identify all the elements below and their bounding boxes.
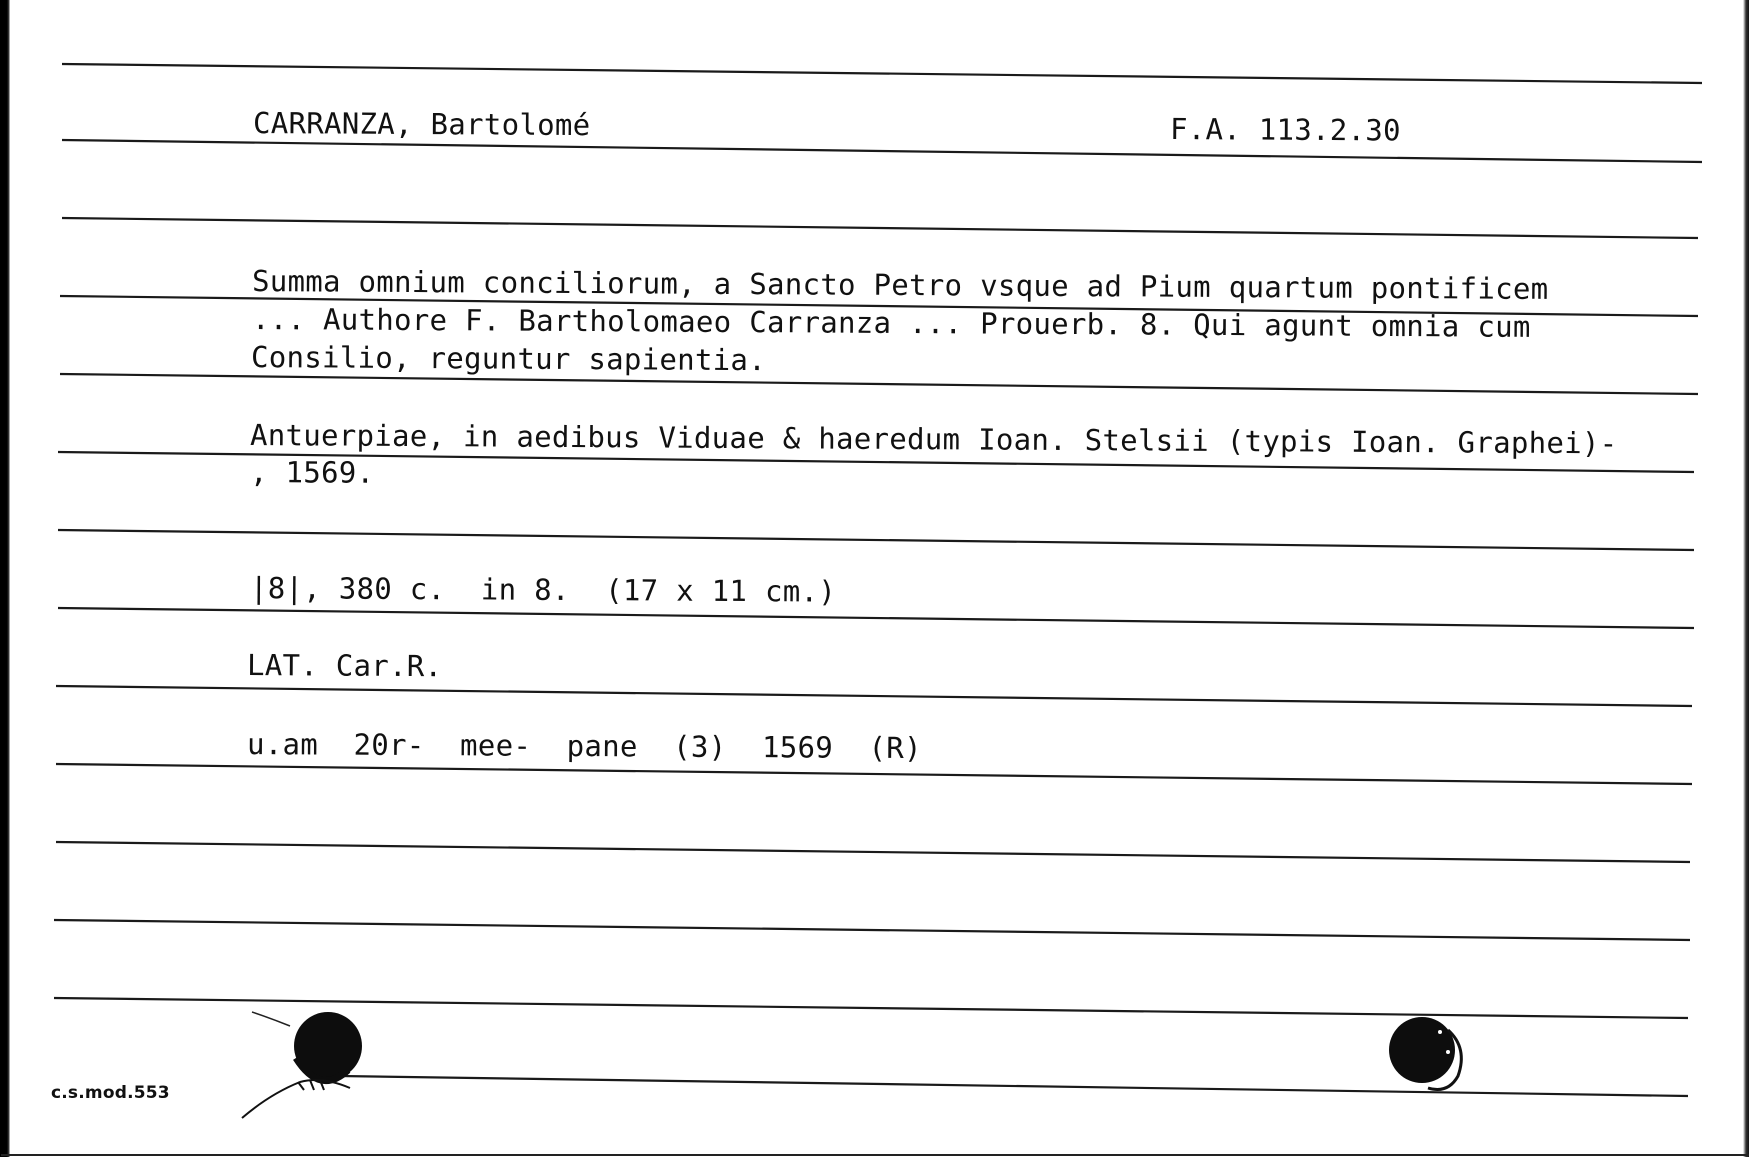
imprint-line: , 1569. xyxy=(249,455,375,490)
classification: LAT. Car.R. xyxy=(246,648,443,684)
punch-hole-right xyxy=(1378,1008,1478,1108)
shelfmark: F.A. 113.2.30 xyxy=(1169,112,1401,148)
title-line: Summa omnium conciliorum, a Sancto Petro vsque ad Pium quartum pontificem xyxy=(251,264,1549,306)
title-line: Consilio, reguntur sapientia. xyxy=(250,340,767,378)
collation: |8|, 380 c. in 8. (17 x 11 cm.) xyxy=(249,571,837,609)
form-code: c.s.mod.553 xyxy=(51,1083,170,1103)
author-heading: CARRANZA, Bartolomé xyxy=(252,106,591,143)
notes-line: u.am 20r- mee- pane (3) 1569 (R) xyxy=(246,727,922,766)
title-line: ... Authore F. Bartholomaeo Carranza ... Prouerb. 8. Qui agunt omnia cum xyxy=(251,302,1531,344)
punch-hole-left xyxy=(240,1000,370,1125)
imprint-line: Antuerpiae, in aedibus Viduae & haeredum Ioan. Stelsii (typis Ioan. Graphei)- xyxy=(249,418,1618,461)
